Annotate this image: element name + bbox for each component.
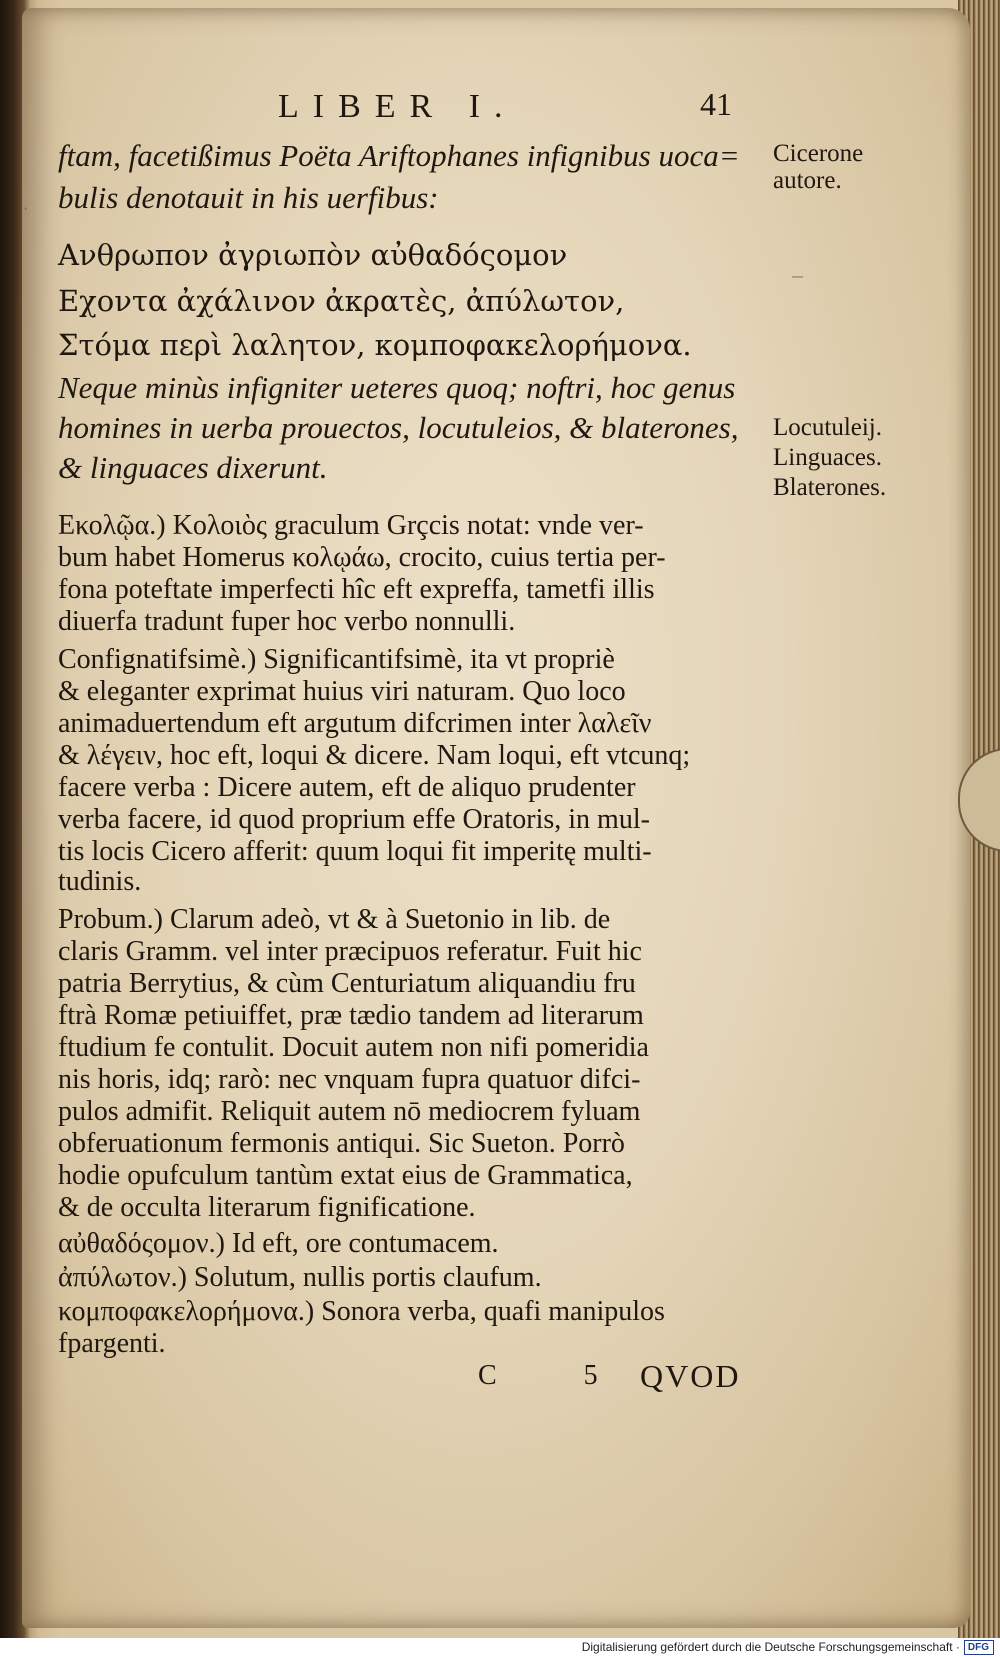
commentary-line: αὐθαδόςομον.) Id eft, ore contumacem. (58, 1228, 499, 1259)
commentary-line: & λέγειν, hoc eft, loqui & dicere. Nam loqui, eft vtcunq; (58, 740, 691, 771)
commentary-line: fpargenti. (58, 1328, 166, 1359)
commentary-line: pulos admifit. Reliquit autem nō mediocrem fyluam (58, 1096, 641, 1127)
greek-verse-2: Εχοντα ἀχάλινον ἀκρατὲς, ἀπύλωτον, (58, 284, 625, 318)
margin-note-line: Blaterones. (773, 474, 887, 501)
bleed-through-mark: – (792, 262, 803, 287)
commentary-line: & eleganter exprimat huius viri naturam. Quo loco (58, 676, 626, 707)
catchword: QVOD (640, 1358, 741, 1394)
commentary-line: & de occulta literarum fignificatione. (58, 1192, 476, 1223)
folio-number: 41 (700, 86, 732, 122)
dfg-logo-icon: DFG (964, 1640, 994, 1655)
commentary-line: ftrà Romæ petiuiffet, præ tædio tandem ad literarum (58, 1000, 644, 1031)
greek-verse-3: Στόμα περὶ λαλητον, κομποφακελορήμονα. (58, 328, 692, 362)
signature-mark: C 5 (478, 1360, 638, 1391)
commentary-line: κομποφακελορήμονα.) Sonora verba, quafi manipulos (58, 1296, 665, 1327)
footer-credit: Digitalisierung gefördert durch die Deutsche Forschungsgemeinschaft · (581, 1640, 960, 1654)
commentary-line: tis locis Cicero afferit: quum loqui fit imperitę multi- (58, 836, 652, 867)
commentary-line: fona poteftate imperfecti hîc eft expreffa, tametfi illis (58, 574, 655, 605)
commentary-line: Confignatifsimè.) Significantifsimè, ita vt propriè (58, 644, 615, 675)
commentary-line: tudinis. (58, 866, 142, 897)
commentary-line: ftudium fe contulit. Docuit autem non nifi pomeridia (58, 1032, 649, 1063)
margin-note-line: Linguaces. (773, 444, 882, 471)
commentary-line: obferuationum fermonis antiqui. Sic Sueton. Porrò (58, 1128, 625, 1159)
commentary-line: ἀπύλωτον.) Solutum, nullis portis claufum. (58, 1262, 542, 1293)
commentary-line: animaduertendum eft argutum difcrimen inter λαλεῖν (58, 708, 652, 739)
commentary-line: nis horis, idq; rarò: nec vnquam fupra quatuor difci- (58, 1064, 641, 1095)
commentary-line: bum habet Homerus κολῳάω, crocito, cuius tertia per- (58, 542, 666, 573)
bleed-through-mark: · (22, 196, 30, 221)
greek-verse-1: Ανθρωπον ἀγριωπὸν αὐθαδόςομον (58, 238, 568, 272)
commentary-line: Εκολῷα.) Κολοιὸς graculum Grçcis notat: vnde ver- (58, 510, 644, 541)
commentary-line: Probum.) Clarum adeò, vt & à Suetonio in lib. de (58, 904, 611, 935)
commentary-line: claris Gramm. vel inter præcipuos referatur. Fuit hic (58, 936, 642, 967)
margin-note-line: autore. (773, 167, 842, 194)
latin2-line-3: & linguaces dixerunt. (58, 450, 328, 485)
latin-line-2: bulis denotauit in his uerfibus: (58, 180, 439, 215)
digitization-footer (0, 1638, 1000, 1657)
running-title: LIBER I. (278, 88, 517, 125)
latin2-line-1: Neque minùs infigniter ueteres quoq; noftri, hoc genus (58, 370, 736, 405)
margin-note-line: Cicerone (773, 140, 864, 167)
commentary-line: diuerfa tradunt fuper hoc verbo nonnulli. (58, 606, 516, 637)
latin2-line-2: homines in uerba prouectos, locutuleios, & blaterones, (58, 410, 739, 445)
commentary-line: facere verba : Dicere autem, eft de aliquo prudenter (58, 772, 636, 803)
latin-line-1: ftam, facetißimus Poëta Ariftophanes infignibus uoca= (58, 138, 740, 173)
margin-note-line: Locutuleij. (773, 414, 882, 441)
commentary-line: patria Berrytius, & cùm Centuriatum aliquandiu fru (58, 968, 636, 999)
commentary-line: verba facere, id quod proprium effe Oratoris, in mul- (58, 804, 650, 835)
commentary-line: hodie opufculum tantùm extat eius de Grammatica, (58, 1160, 633, 1191)
